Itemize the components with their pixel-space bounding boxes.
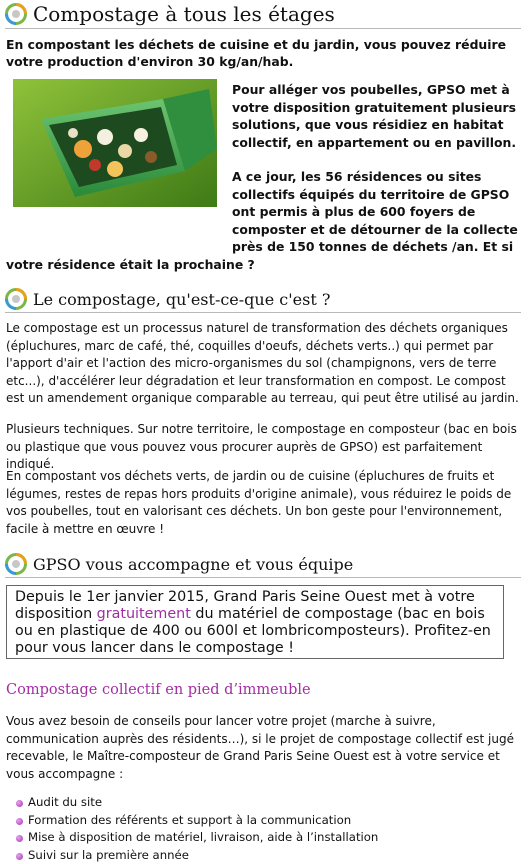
list-item: Mise à disposition de matériel, livraison, aide à l’installation [14,829,378,847]
highlight-accent-free: gratuitement [97,606,191,622]
section1-paragraph-2: A ce jour, les 56 résidences ou sites collectifs équipés du territoire de GPSO ont permis à plus de 600 foyers de composter et de détourner de la collecte près de 150 tonnes de déchets /an. Et si votre résidence était la prochaine ? [6,168,520,273]
highlight-text-1: Depuis le 1er janvier 2015, Grand Paris Seine Ouest met à votre disposition [15,589,475,622]
list-item: Audit du site [14,794,378,812]
highlight-box [6,585,504,659]
intro-text: En compostant les déchets de cuisine et du jardin, vous pouvez réduire votre production d'environ 30 kg/an/hab. [6,36,516,70]
section-header-compostage [5,2,521,29]
definition-paragraph-1: Le compostage est un processus naturel de transformation des déchets organiques (épluchures, marc de café, thé, coquilles d'oeufs, déchets verts..) qui permet par l'apport d'air et l'action des micro-organismes du sol (champignons, vers de terre etc...), d'accélérer leur dégradation et leur transformation en compost. Le compost est un amendement organique comparable au terreau, qui peut être utilisé au jardin. [6,320,520,408]
subheading-collective: Compostage collectif en pied d’immeuble [6,682,311,698]
page-title: Compostage à tous les étages [33,2,335,26]
section-header-definition [5,288,521,313]
definition-paragraph-2: Plusieurs techniques. Sur notre territoire, le compostage en composteur (bac en bois ou plastique que vous pouvez vous procurer auprès de GPSO) est parfaitement indiqué. [6,421,520,474]
section-header-accompaniment [5,553,521,578]
highlight-text-2: du matériel de compostage (bac en bois ou en plastique de 400 ou 600l et lombricomposteurs). Profitez-en pour vous lancer dans le compostage ! [15,606,491,656]
swirl-logo-icon [5,553,27,575]
definition-paragraph-3: En compostant vos déchets verts, de jardin ou de cuisine (épluchures de fruits et légumes, restes de repas hors produits d'origine animale), vous réduirez le poids de vos poubelles, tout en valorisant ces déchets. Un bon geste pour l'environnement, facile à mettre en œuvre ! [6,468,520,538]
list-item: Formation des référents et support à la communication [14,812,378,830]
list-item: Suivi sur la première année [14,847,378,864]
collective-paragraph: Vous avez besoin de conseils pour lancer votre projet (marche à suivre, communication auprès des résidents…), si le projet de compostage collectif est jugé recevable, le Maître-composteur de Grand Paris Seine Ouest est à votre service et vous accompagne : [6,713,520,783]
services-list [14,794,378,864]
section-title: Le compostage, qu'est-ce-que c'est ? [33,290,330,309]
section1-body [6,81,520,273]
swirl-logo-icon [5,288,27,310]
swirl-logo-icon [5,3,27,25]
section-title: GPSO vous accompagne et vous équipe [33,555,353,574]
section1-paragraph-1: Pour alléger vos poubelles, GPSO met à votre disposition gratuitement plusieurs solutions, que vous résidiez en habitat collectif, en appartement ou en pavillon. [6,81,520,151]
